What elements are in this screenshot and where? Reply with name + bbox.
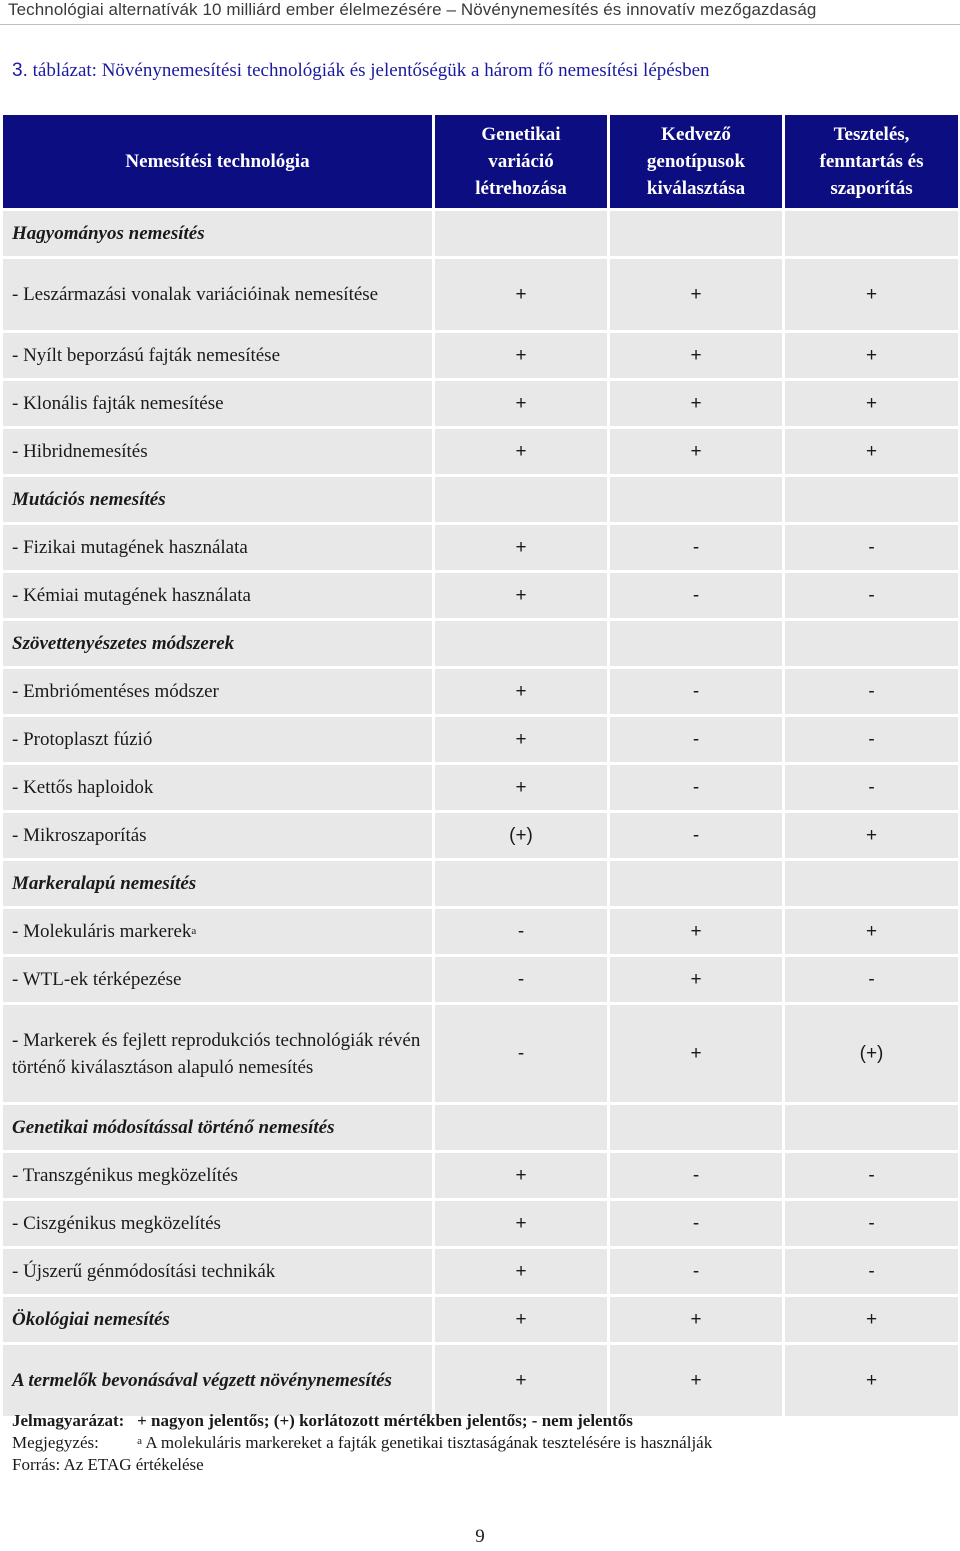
genetic-variation-value: + (435, 717, 607, 762)
technology-label: A termelők bevonásával végzett növénynemesítés (12, 1370, 392, 1391)
testing-maintenance-value: - (785, 717, 958, 762)
table-row (3, 909, 958, 954)
testing-maintenance-value: - (785, 1249, 958, 1294)
header-testing-maintenance: Tesztelés, fenntartás és szaporítás (785, 115, 958, 208)
technology-cell (3, 669, 432, 714)
technology-label: - Kettős haploidok (12, 777, 154, 798)
legend-block (12, 1410, 952, 1476)
genetic-variation-value: - (435, 1005, 607, 1102)
technology-label: - Kémiai mutagének használata (12, 585, 251, 606)
genetic-variation-value: + (435, 1297, 607, 1342)
technology-label: - Hibridnemesítés (12, 441, 148, 462)
testing-maintenance-value: + (785, 1297, 958, 1342)
table-row (3, 765, 958, 810)
genetic-variation-value (435, 477, 607, 522)
genotype-selection-value: + (610, 957, 782, 1002)
technology-cell (3, 1201, 432, 1246)
table-row (3, 381, 958, 426)
table-row (3, 429, 958, 474)
table-row (3, 669, 958, 714)
technology-label: - Embriómentéses módszer (12, 681, 219, 702)
page-number: 9 (475, 1526, 485, 1547)
header-genetic-variation: Genetikai variáció létrehozása (435, 115, 607, 208)
technology-label: - WTL-ek térképezése (12, 969, 182, 990)
testing-maintenance-value: + (785, 259, 958, 330)
legend-key-label: Jelmagyarázat: (12, 1411, 125, 1430)
genetic-variation-value: + (435, 525, 607, 570)
technology-label: - Protoplaszt fúzió (12, 729, 153, 750)
testing-maintenance-value: + (785, 813, 958, 858)
genotype-selection-value: + (610, 909, 782, 954)
running-header: Technológiai alternatívák 10 milliárd ember élelmezésére – Növénynemesítés és innovatív mezőgazdaság (8, 0, 817, 19)
table-row (3, 1005, 958, 1102)
table-row (3, 525, 958, 570)
technology-cell (3, 861, 432, 906)
genotype-selection-value: + (610, 1297, 782, 1342)
testing-maintenance-value (785, 477, 958, 522)
header-genotype-selection: Kedvező genotípusok kiválasztása (610, 115, 782, 208)
testing-maintenance-value (785, 211, 958, 256)
table-row (3, 1201, 958, 1246)
genotype-selection-value: - (610, 669, 782, 714)
testing-maintenance-value: + (785, 333, 958, 378)
technology-label: - Ciszgénikus megközelítés (12, 1213, 221, 1234)
technology-cell (3, 621, 432, 666)
technology-label: - Fizikai mutagének használata (12, 537, 248, 558)
technology-cell (3, 1005, 432, 1102)
genetic-variation-value: + (435, 1345, 607, 1416)
technology-label: - Újszerű génmódosítási technikák (12, 1261, 276, 1282)
technology-cell (3, 211, 432, 256)
technology-label: Mutációs nemesítés (12, 489, 166, 510)
table-group-row (3, 211, 958, 256)
technology-label: - Transzgénikus megközelítés (12, 1165, 238, 1186)
testing-maintenance-value (785, 621, 958, 666)
technology-cell (3, 525, 432, 570)
testing-maintenance-value: (+) (785, 1005, 958, 1102)
testing-maintenance-value (785, 861, 958, 906)
genetic-variation-value (435, 861, 607, 906)
genotype-selection-value: + (610, 381, 782, 426)
testing-maintenance-value: - (785, 1201, 958, 1246)
technology-label: Markeralapú nemesítés (12, 873, 197, 894)
technology-label: - Klonális fajták nemesítése (12, 393, 224, 414)
technology-cell (3, 1249, 432, 1294)
genetic-variation-value: + (435, 1249, 607, 1294)
genetic-variation-value: + (435, 1153, 607, 1198)
testing-maintenance-value: - (785, 669, 958, 714)
genotype-selection-value: + (610, 259, 782, 330)
technology-cell (3, 333, 432, 378)
technology-label: - Markerek és fejlett reprodukciós technológiák révén történő kiválasztáson alapuló nemesítés (12, 1029, 421, 1078)
technology-cell (3, 573, 432, 618)
technology-cell (3, 813, 432, 858)
table-group-row (3, 861, 958, 906)
genotype-selection-value: - (610, 765, 782, 810)
table-group-row (3, 1345, 958, 1416)
genetic-variation-value: (+) (435, 813, 607, 858)
technology-cell (3, 957, 432, 1002)
genetic-variation-value: + (435, 381, 607, 426)
genetic-variation-value: + (435, 1201, 607, 1246)
technology-cell (3, 259, 432, 330)
technology-label: Szövettenyészetes módszerek (12, 633, 235, 654)
genetic-variation-value: - (435, 957, 607, 1002)
technology-cell (3, 1153, 432, 1198)
genetic-variation-value (435, 621, 607, 666)
testing-maintenance-value: - (785, 525, 958, 570)
table-body (3, 211, 958, 1416)
table-group-row (3, 1105, 958, 1150)
table-row (3, 1249, 958, 1294)
technology-cell (3, 765, 432, 810)
technology-cell (3, 717, 432, 762)
testing-maintenance-value: + (785, 1345, 958, 1416)
technology-label: - Molekuláris markerek (12, 921, 192, 942)
genotype-selection-value: - (610, 525, 782, 570)
technology-cell (3, 1297, 432, 1342)
testing-maintenance-value: + (785, 381, 958, 426)
table-group-row (3, 621, 958, 666)
genetic-variation-value (435, 211, 607, 256)
genetic-variation-value: + (435, 573, 607, 618)
genotype-selection-value: + (610, 333, 782, 378)
technology-label: - Leszármazási vonalak variációinak nemesítése (12, 284, 379, 305)
technology-cell (3, 381, 432, 426)
genetic-variation-value: + (435, 765, 607, 810)
table-row (3, 259, 958, 330)
genotype-selection-value (610, 861, 782, 906)
technology-cell (3, 477, 432, 522)
footnote-marker: a (191, 925, 197, 937)
genotype-selection-value: - (610, 1249, 782, 1294)
genotype-selection-value: - (610, 717, 782, 762)
genotype-selection-value: - (610, 813, 782, 858)
technology-cell (3, 1345, 432, 1416)
table-group-row (3, 1297, 958, 1342)
table-row (3, 813, 958, 858)
testing-maintenance-value: - (785, 957, 958, 1002)
testing-maintenance-value: + (785, 429, 958, 474)
legend-note-text: A molekuláris markereket a fajták genetikai tisztaságának tesztelésére is használják (145, 1433, 713, 1452)
genotype-selection-value (610, 477, 782, 522)
technology-cell (3, 429, 432, 474)
header-technology: Nemesítési technológia (3, 115, 432, 208)
table-row (3, 957, 958, 1002)
testing-maintenance-value: - (785, 1153, 958, 1198)
genotype-selection-value: + (610, 1345, 782, 1416)
legend-key (12, 1410, 952, 1432)
header-rule (0, 24, 960, 25)
genotype-selection-value: + (610, 1005, 782, 1102)
testing-maintenance-value: + (785, 909, 958, 954)
genotype-selection-value: + (610, 429, 782, 474)
legend-note-label: Megjegyzés: (12, 1433, 99, 1452)
table-row (3, 1153, 958, 1198)
legend-note (12, 1432, 952, 1454)
technology-label: Hagyományos nemesítés (12, 223, 205, 244)
breeding-technology-table (0, 112, 960, 1419)
genotype-selection-value (610, 211, 782, 256)
genotype-selection-value: - (610, 1153, 782, 1198)
genotype-selection-value (610, 621, 782, 666)
genetic-variation-value: + (435, 259, 607, 330)
table-row (3, 333, 958, 378)
table-row (3, 573, 958, 618)
genetic-variation-value: + (435, 669, 607, 714)
caption-number: 3. (12, 60, 28, 81)
technology-label: - Mikroszaporítás (12, 825, 147, 846)
testing-maintenance-value (785, 1105, 958, 1150)
table-row (3, 717, 958, 762)
legend-source: Forrás: Az ETAG értékelése (12, 1455, 204, 1474)
genetic-variation-value (435, 1105, 607, 1150)
genetic-variation-value: + (435, 429, 607, 474)
testing-maintenance-value: - (785, 573, 958, 618)
genotype-selection-value: - (610, 1201, 782, 1246)
technology-label: Ökológiai nemesítés (12, 1309, 170, 1330)
genetic-variation-value: - (435, 909, 607, 954)
table-header-row (3, 115, 958, 208)
technology-cell (3, 909, 432, 954)
genotype-selection-value (610, 1105, 782, 1150)
table-caption (12, 60, 952, 82)
testing-maintenance-value: - (785, 765, 958, 810)
caption-text: táblázat: Növénynemesítési technológiák és jelentőségük a három fő nemesítési lépésben (32, 60, 710, 81)
table-group-row (3, 477, 958, 522)
legend-note-marker: a (137, 1435, 142, 1447)
technology-label: - Nyílt beporzású fajták nemesítése (12, 345, 281, 366)
legend-key-text: + nagyon jelentős; (+) korlátozott mértékben jelentős; - nem jelentős (137, 1411, 633, 1430)
technology-label: Genetikai módosítással történő nemesítés (12, 1117, 335, 1138)
technology-cell (3, 1105, 432, 1150)
genotype-selection-value: - (610, 573, 782, 618)
genetic-variation-value: + (435, 333, 607, 378)
